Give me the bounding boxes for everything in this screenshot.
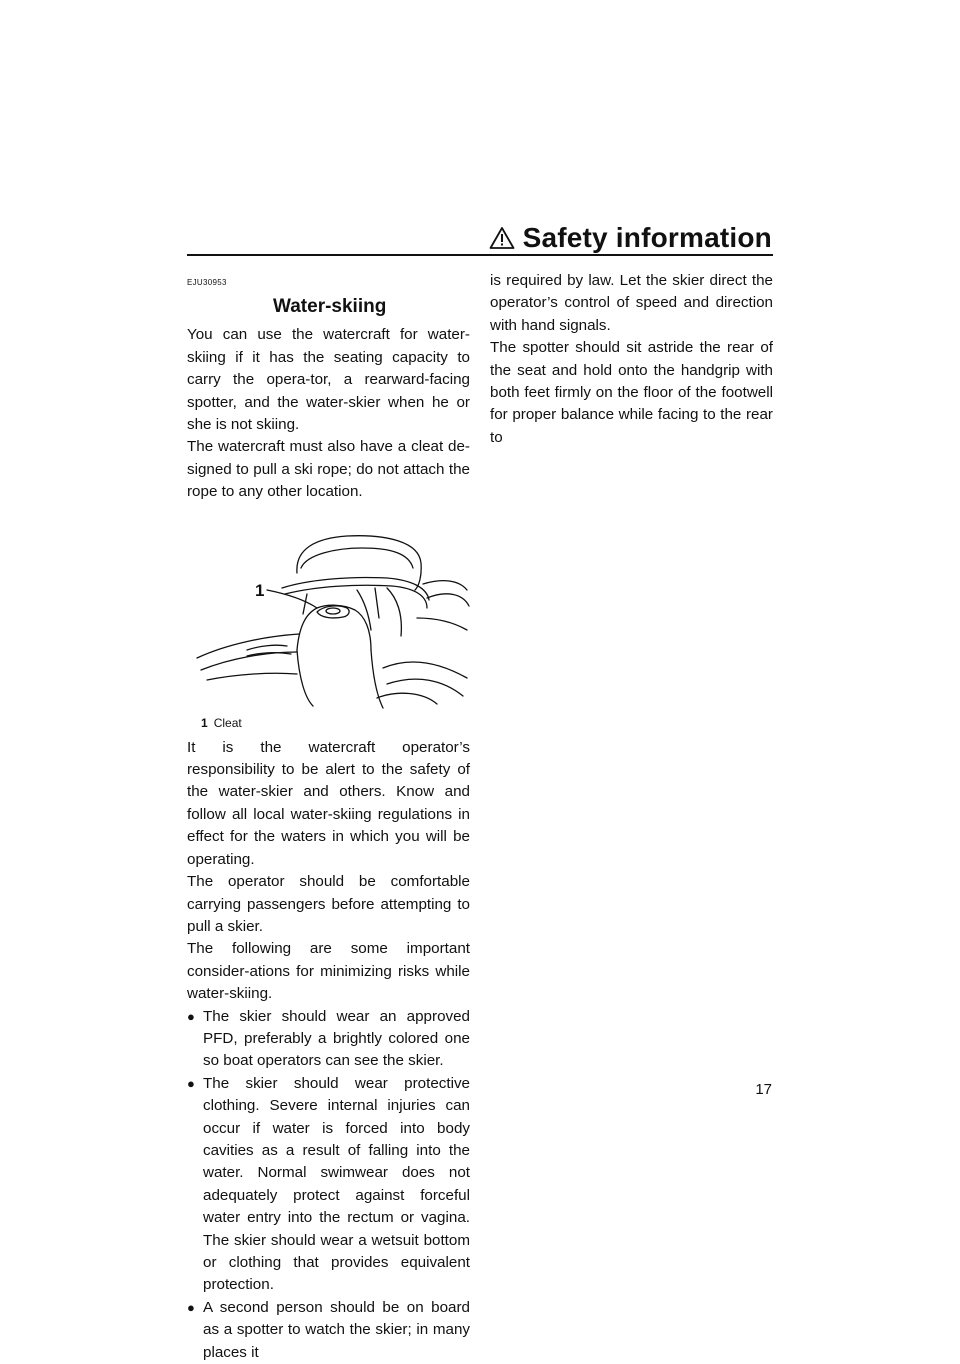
paragraph: The operator should be comfortable carrying passengers before attempting to pull a skier.: [187, 873, 470, 935]
right-column: [490, 270, 773, 449]
bullet-item: [187, 1073, 470, 1297]
bullet-dot-icon: ●: [187, 1075, 195, 1091]
paragraph: is required by law. Let the skier direct the operator’s control of speed and direction with hand signals.: [490, 272, 773, 334]
callout-number: 1: [255, 580, 265, 600]
bullet-item: [187, 1297, 470, 1364]
figure-caption: [187, 715, 470, 731]
bullet-text: The skier should wear protective clothing. Severe internal injuries can occur if water is forced into body cavities as a result of falling into the water. Normal swimwear does not adequately protect against forceful water entry into the rectum or vagina. The skier should wear a wetsuit bottom or clothing that provides equivalent protection.: [203, 1074, 470, 1294]
bullet-text: A second person should be on board as a spotter to watch the skier; in many places it: [203, 1298, 470, 1361]
header-rule: [187, 254, 773, 256]
bullet-item: [187, 1006, 470, 1073]
bullet-text: The skier should wear an approved PFD, preferably a brightly colored one so boat operators can see the skier.: [203, 1007, 470, 1070]
section-title: Water-skiing: [273, 296, 387, 318]
left-column: [187, 270, 470, 1364]
bullet-dot-icon: ●: [187, 1008, 195, 1024]
paragraph: You can use the watercraft for water-skiing if it has the seating capacity to carry the opera-tor, a rearward-facing spotter, and the water-skier when he or she is not skiing.: [187, 326, 470, 434]
paragraph: The watercraft must also have a cleat de-signed to pull a ski rope; do not attach the rope to any other location.: [187, 438, 470, 501]
cleat-illustration: [187, 518, 470, 713]
paragraph: The spotter should sit astride the rear of the seat and hold onto the handgrip with both feet firmly on the floor of the footwell for proper balance while facing to the rear to: [490, 339, 773, 446]
paragraph: It is the watercraft operator’s responsibility to be alert to the safety of the water-skier and others. Know and follow all local water-skiing regulations in effect for the waters in which you will be operating.: [187, 738, 470, 868]
caption-number: 1: [201, 715, 208, 730]
caption-text: Cleat: [213, 715, 242, 730]
warning-triangle-icon: [489, 226, 515, 250]
section-code: EJU30953: [187, 278, 227, 287]
page-number: 17: [755, 1081, 772, 1098]
bullet-dot-icon: ●: [187, 1299, 195, 1315]
page-header-title: [489, 222, 772, 254]
watercraft-rear-drawing: [187, 518, 470, 713]
paragraph: The following are some important consider-ations for minimizing risks while water-skiing.: [187, 940, 470, 1003]
header-title-text: Safety information: [522, 222, 772, 253]
